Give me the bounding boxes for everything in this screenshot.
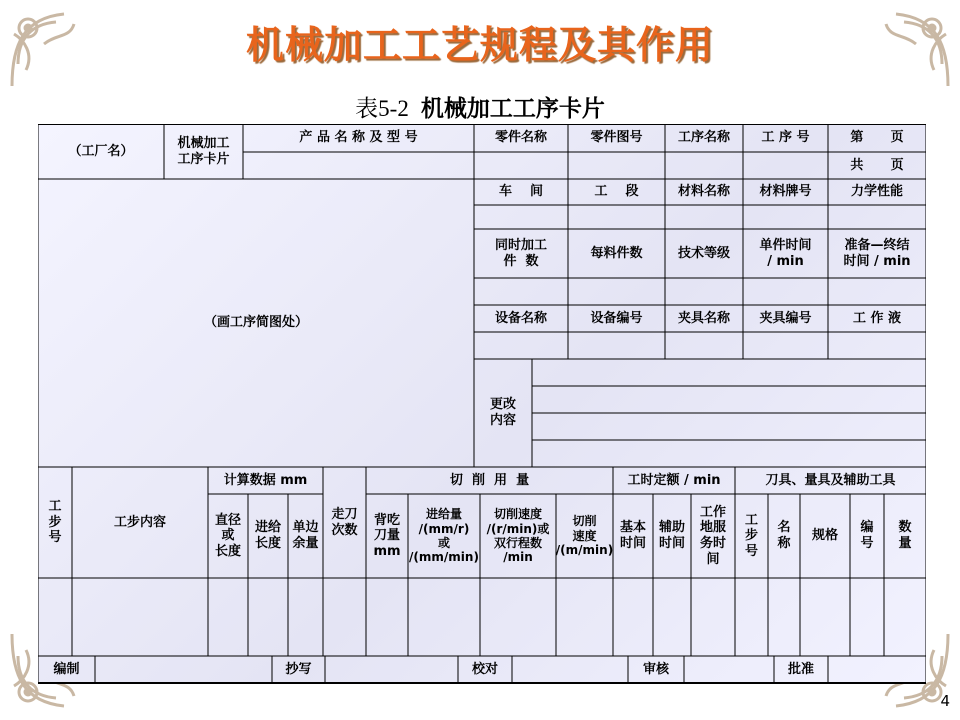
basic-time-header: 基本 时间 <box>619 520 646 551</box>
prepared-by-label: 编制 <box>53 661 80 677</box>
step-no-header: 工 步 号 <box>48 499 62 546</box>
mechanical-properties-header: 力学性能 <box>850 184 903 200</box>
tool-step-no-header: 工 步 号 <box>744 512 758 559</box>
card-name-cell: 机械加工 工序卡片 <box>177 135 230 167</box>
table-title: 机械加工工序卡片 <box>420 96 605 122</box>
parts-per-blank-header: 每料件数 <box>590 245 643 261</box>
passes-header: 走刀 次数 <box>331 506 358 538</box>
material-grade-header: 材料牌号 <box>759 184 812 200</box>
part-drawing-no-header: 零件图号 <box>590 130 643 146</box>
process-name-header: 工序名称 <box>677 130 730 146</box>
tools-header: 刀具、量具及辅助工具 <box>765 472 896 488</box>
part-name-header: 零件名称 <box>494 130 547 146</box>
sketch-area: （画工序简图处） <box>203 315 308 331</box>
equipment-name-header: 设备名称 <box>494 310 547 326</box>
cutting-speed-rpm-header: 切削速度 /(r/min)或 双行程数 /min <box>486 507 550 565</box>
single-allowance-header: 单边 余量 <box>292 520 319 551</box>
section-header: 工 段 <box>594 184 639 200</box>
cutting-speed-header: 切削 速度 /(m/min) <box>555 514 614 558</box>
factory-name-cell: （工厂名） <box>68 143 134 159</box>
calc-data-header: 计算数据 mm <box>223 472 308 488</box>
tool-spec-header: 规格 <box>811 528 838 544</box>
table-caption <box>0 90 960 123</box>
table-number: 表5-2 <box>355 96 409 121</box>
setup-time-header: 准备—终结 时间 / min <box>843 237 911 269</box>
time-quota-header: 工时定额 / min <box>627 472 721 488</box>
page-number: 4 <box>940 692 950 710</box>
change-content-header: 更改 内容 <box>489 397 516 428</box>
approved-by-label: 批准 <box>787 661 814 677</box>
process-card-form <box>38 124 926 684</box>
equipment-no-header: 设备编号 <box>590 310 643 326</box>
coolant-header: 工 作 液 <box>852 310 902 326</box>
reviewed-by-label: 审核 <box>642 661 669 677</box>
tool-code-header: 编 号 <box>860 520 874 551</box>
product-name-model-header: 产 品 名 称 及 型 号 <box>299 130 418 146</box>
auxiliary-time-header: 辅助 时间 <box>658 520 685 551</box>
slide-title: 机械加工工艺规程及其作用 <box>245 23 714 67</box>
unit-time-header: 单件时间 / min <box>759 237 812 269</box>
feed-length-header: 进给 长度 <box>254 520 281 551</box>
copied-by-label: 抄写 <box>285 661 312 677</box>
service-time-header: 工作 地服 务时 间 <box>699 504 726 567</box>
tool-name-header: 名 称 <box>777 520 791 551</box>
material-name-header: 材料名称 <box>677 184 730 200</box>
fixture-no-header: 夹具编号 <box>759 310 812 326</box>
workshop-header: 车 间 <box>498 184 544 200</box>
depth-of-cut-header: 背吃 刀量 mm <box>373 512 401 559</box>
checked-by-label: 校对 <box>471 661 498 677</box>
fixture-name-header: 夹具名称 <box>677 310 730 326</box>
cutting-parameters-header: 切 削 用 量 <box>449 472 530 488</box>
step-content-header: 工步内容 <box>113 514 166 530</box>
page-no-header: 第 页 <box>850 130 904 146</box>
process-no-header: 工 序 号 <box>761 130 810 146</box>
diameter-length-header: 直径 或 长度 <box>214 512 241 559</box>
feed-header: 进给量 /(mm/r) 或 /(mm/min) <box>409 507 479 565</box>
simultaneous-parts-header: 同时加工 件 数 <box>494 237 547 269</box>
skill-level-header: 技术等级 <box>677 245 730 261</box>
tool-quantity-header: 数 量 <box>898 520 912 551</box>
total-pages-header: 共 页 <box>850 157 904 173</box>
